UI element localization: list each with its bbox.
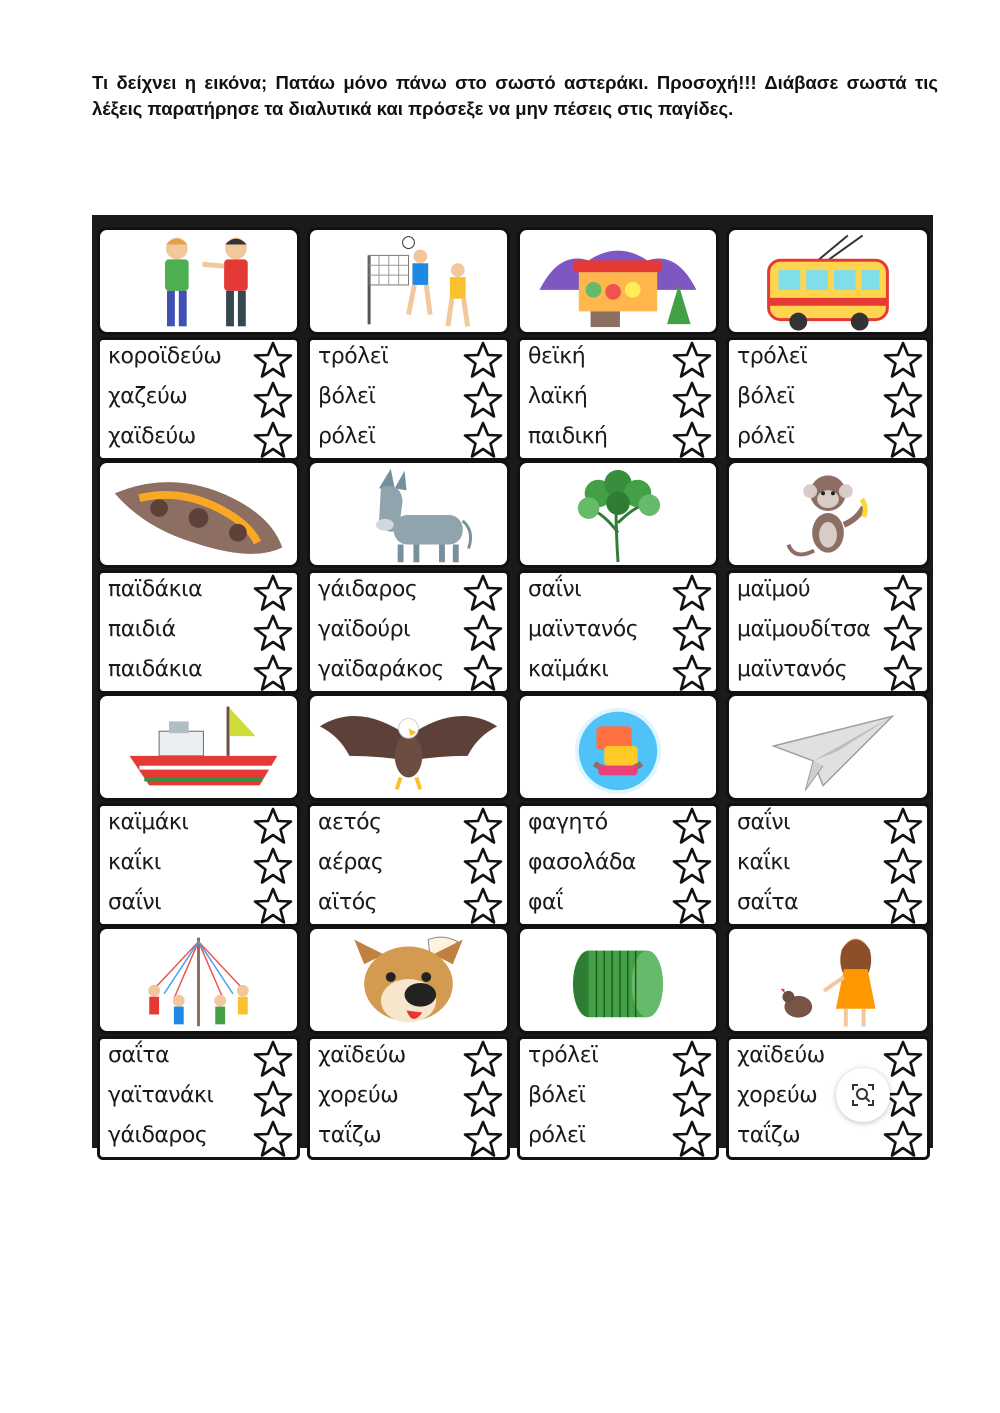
word-option <box>526 1039 712 1079</box>
star-answer-button[interactable] <box>672 846 712 886</box>
star-answer-button[interactable] <box>463 613 503 653</box>
option-word: αέρας <box>318 850 384 875</box>
option-word: παιδιά <box>108 617 176 642</box>
word-option <box>735 340 923 380</box>
option-word: τρόλεϊ <box>737 344 808 369</box>
star-answer-button[interactable] <box>253 846 293 886</box>
star-icon <box>672 886 712 926</box>
star-icon <box>883 1119 923 1159</box>
option-word: κοροϊδεύω <box>108 344 222 369</box>
star-answer-button[interactable] <box>253 573 293 613</box>
word-option <box>526 340 712 380</box>
star-answer-button[interactable] <box>883 380 923 420</box>
option-word: αϊτός <box>318 890 378 915</box>
star-icon <box>883 573 923 613</box>
star-answer-button[interactable] <box>463 1039 503 1079</box>
word-option <box>526 653 712 693</box>
eagle-icon <box>307 693 510 801</box>
star-answer-button[interactable] <box>463 653 503 693</box>
star-answer-button[interactable] <box>672 420 712 460</box>
star-icon <box>463 846 503 886</box>
option-word: καΐκι <box>108 850 161 875</box>
option-word: γαϊτανάκι <box>108 1083 214 1108</box>
star-icon <box>672 573 712 613</box>
star-icon <box>253 846 293 886</box>
star-icon <box>253 1079 293 1119</box>
star-icon <box>883 806 923 846</box>
star-answer-button[interactable] <box>883 653 923 693</box>
picture-card <box>97 693 300 927</box>
star-answer-button[interactable] <box>883 573 923 613</box>
word-option <box>106 1079 293 1119</box>
star-icon <box>253 613 293 653</box>
star-answer-button[interactable] <box>253 1039 293 1079</box>
star-icon <box>883 340 923 380</box>
option-word: θεϊκή <box>528 344 586 369</box>
picture-card <box>726 227 930 461</box>
star-answer-button[interactable] <box>463 573 503 613</box>
two-boys-icon <box>97 227 300 335</box>
star-answer-button[interactable] <box>883 846 923 886</box>
star-answer-button[interactable] <box>672 1079 712 1119</box>
option-word: γαϊδαράκος <box>318 657 444 682</box>
star-answer-button[interactable] <box>253 1079 293 1119</box>
star-answer-button[interactable] <box>883 806 923 846</box>
word-option <box>106 613 293 653</box>
star-answer-button[interactable] <box>253 1119 293 1159</box>
option-word: τρόλεϊ <box>318 344 389 369</box>
picture-card <box>517 460 719 694</box>
monkey-icon <box>726 460 930 568</box>
star-icon <box>883 846 923 886</box>
picture-card <box>517 926 719 1160</box>
word-option <box>106 573 293 613</box>
option-word: βόλεϊ <box>318 384 376 409</box>
option-word: καΐκι <box>737 850 790 875</box>
option-word: σαΐτα <box>737 890 799 915</box>
word-options <box>97 1036 300 1160</box>
picture-card <box>97 926 300 1160</box>
word-option <box>316 613 503 653</box>
option-word: φαγητό <box>528 810 608 835</box>
star-icon <box>672 380 712 420</box>
word-option <box>316 340 503 380</box>
option-word: χορεύω <box>737 1083 818 1108</box>
star-answer-button[interactable] <box>253 806 293 846</box>
picture-card <box>307 693 510 927</box>
picture-card <box>726 460 930 694</box>
worksheet-grid <box>92 215 933 1148</box>
star-icon <box>253 340 293 380</box>
star-answer-button[interactable] <box>672 340 712 380</box>
option-word: καϊμάκι <box>108 810 189 835</box>
picture-card <box>97 460 300 694</box>
star-icon <box>463 653 503 693</box>
word-option <box>735 573 923 613</box>
word-option <box>316 1119 503 1159</box>
word-option <box>526 573 712 613</box>
word-option <box>106 1119 293 1159</box>
picture-card <box>517 693 719 927</box>
star-answer-button[interactable] <box>253 420 293 460</box>
option-word: τρόλεϊ <box>528 1043 599 1068</box>
option-word: παϊδάκια <box>108 577 203 602</box>
market-stall-icon <box>517 227 719 335</box>
word-option <box>735 1119 923 1159</box>
word-option <box>316 846 503 886</box>
star-answer-button[interactable] <box>463 420 503 460</box>
word-options <box>517 803 719 927</box>
star-answer-button[interactable] <box>253 613 293 653</box>
food-plate-icon <box>517 693 719 801</box>
option-word: χαϊδεύω <box>108 424 196 449</box>
star-answer-button[interactable] <box>253 340 293 380</box>
star-icon <box>672 420 712 460</box>
star-icon <box>672 340 712 380</box>
star-icon <box>463 340 503 380</box>
star-icon <box>253 806 293 846</box>
option-word: γάιδαρος <box>108 1123 208 1148</box>
star-answer-button[interactable] <box>672 613 712 653</box>
star-icon <box>672 1039 712 1079</box>
option-word: σαΐνι <box>737 810 791 835</box>
star-icon <box>883 380 923 420</box>
star-icon <box>672 653 712 693</box>
star-answer-button[interactable] <box>463 380 503 420</box>
star-answer-button[interactable] <box>883 1119 923 1159</box>
star-answer-button[interactable] <box>463 340 503 380</box>
option-word: παιδάκια <box>108 657 203 682</box>
picture-card <box>307 926 510 1160</box>
star-answer-button[interactable] <box>672 573 712 613</box>
option-word: ρόλεϊ <box>737 424 795 449</box>
star-icon <box>463 613 503 653</box>
star-icon <box>883 1039 923 1079</box>
star-icon <box>253 573 293 613</box>
star-icon <box>463 1119 503 1159</box>
option-word: σαΐνι <box>528 577 582 602</box>
star-answer-button[interactable] <box>883 340 923 380</box>
star-icon <box>463 573 503 613</box>
donkey-icon <box>307 460 510 568</box>
word-option <box>526 846 712 886</box>
star-answer-button[interactable] <box>672 653 712 693</box>
star-answer-button[interactable] <box>463 1079 503 1119</box>
star-icon <box>463 420 503 460</box>
star-icon <box>672 1119 712 1159</box>
option-word: φαΐ <box>528 890 563 915</box>
option-word: γάιδαρος <box>318 577 418 602</box>
star-icon <box>672 1079 712 1119</box>
option-word: βόλεϊ <box>737 384 795 409</box>
word-options <box>517 570 719 694</box>
word-option <box>106 886 293 926</box>
star-icon <box>253 1119 293 1159</box>
word-option <box>735 613 923 653</box>
star-icon <box>672 806 712 846</box>
boat-icon <box>97 693 300 801</box>
word-options <box>726 570 930 694</box>
option-word: βόλεϊ <box>528 1083 586 1108</box>
word-option <box>735 806 923 846</box>
picture-card <box>517 227 719 461</box>
maypole-dance-icon <box>97 926 300 1034</box>
word-options <box>307 803 510 927</box>
option-word: χαϊδεύω <box>737 1043 825 1068</box>
word-option <box>735 846 923 886</box>
option-word: ταΐζω <box>737 1123 801 1148</box>
word-option <box>735 380 923 420</box>
word-options <box>517 337 719 461</box>
word-option <box>316 886 503 926</box>
star-icon <box>463 806 503 846</box>
star-icon <box>883 613 923 653</box>
option-word: λαϊκή <box>528 384 588 409</box>
girl-feeding-hen-icon <box>726 926 930 1034</box>
option-word: παιδική <box>528 424 608 449</box>
petted-dog-icon <box>307 926 510 1034</box>
star-icon <box>883 653 923 693</box>
word-options <box>97 570 300 694</box>
star-answer-button[interactable] <box>672 806 712 846</box>
option-word: γαϊδούρι <box>318 617 411 642</box>
option-word: μαϊντανός <box>528 617 639 642</box>
magnifier-icon <box>849 1081 877 1109</box>
star-icon <box>463 1039 503 1079</box>
word-option <box>106 846 293 886</box>
option-word: χαϊδεύω <box>318 1043 406 1068</box>
star-answer-button[interactable] <box>672 380 712 420</box>
word-options <box>307 1036 510 1160</box>
option-word: ταΐζω <box>318 1123 382 1148</box>
word-option <box>106 420 293 460</box>
word-option <box>106 340 293 380</box>
trolleybus-icon <box>726 227 930 335</box>
star-answer-button[interactable] <box>883 886 923 926</box>
star-answer-button[interactable] <box>883 613 923 653</box>
option-word: χαζεύω <box>108 384 188 409</box>
word-option <box>106 653 293 693</box>
picture-card <box>307 227 510 461</box>
star-answer-button[interactable] <box>883 1039 923 1079</box>
star-icon <box>463 1079 503 1119</box>
star-icon <box>253 420 293 460</box>
word-option <box>735 420 923 460</box>
word-option <box>526 420 712 460</box>
star-answer-button[interactable] <box>883 420 923 460</box>
star-answer-button[interactable] <box>672 886 712 926</box>
option-word: μαϊμουδίτσα <box>737 617 871 642</box>
word-options <box>307 337 510 461</box>
option-word: σαΐτα <box>108 1043 170 1068</box>
star-answer-button[interactable] <box>672 1039 712 1079</box>
parsley-icon <box>517 460 719 568</box>
word-option <box>526 613 712 653</box>
option-word: σαΐνι <box>108 890 162 915</box>
word-option <box>735 1039 923 1079</box>
word-option <box>526 806 712 846</box>
word-option <box>316 806 503 846</box>
word-option <box>526 1079 712 1119</box>
word-options <box>726 803 930 927</box>
option-word: ρόλεϊ <box>528 1123 586 1148</box>
word-option <box>526 886 712 926</box>
word-options <box>307 570 510 694</box>
star-icon <box>253 1039 293 1079</box>
star-answer-button[interactable] <box>463 806 503 846</box>
star-answer-button[interactable] <box>672 1119 712 1159</box>
star-answer-button[interactable] <box>253 653 293 693</box>
word-option <box>106 806 293 846</box>
word-options <box>97 337 300 461</box>
word-options <box>726 1036 930 1160</box>
volleyball-players-icon <box>307 227 510 335</box>
pastry-icon <box>97 460 300 568</box>
word-options <box>97 803 300 927</box>
option-word: αετός <box>318 810 382 835</box>
word-option <box>316 420 503 460</box>
word-option <box>316 573 503 613</box>
option-word: καϊμάκι <box>528 657 609 682</box>
star-icon <box>253 653 293 693</box>
picture-card <box>726 926 930 1160</box>
word-option <box>316 380 503 420</box>
word-option <box>526 380 712 420</box>
star-icon <box>883 886 923 926</box>
star-icon <box>463 380 503 420</box>
word-option <box>735 886 923 926</box>
star-icon <box>253 380 293 420</box>
option-word: μαϊμού <box>737 577 811 602</box>
option-word: ρόλεϊ <box>318 424 376 449</box>
word-option <box>735 1079 923 1119</box>
picture-card <box>97 227 300 461</box>
word-options <box>726 337 930 461</box>
star-icon <box>883 420 923 460</box>
star-answer-button[interactable] <box>463 846 503 886</box>
star-icon <box>672 846 712 886</box>
star-answer-button[interactable] <box>463 886 503 926</box>
word-option <box>316 653 503 693</box>
zoom-lens-button[interactable] <box>836 1068 890 1122</box>
hair-roller-icon <box>517 926 719 1034</box>
option-word: φασολάδα <box>528 850 636 875</box>
word-option <box>106 380 293 420</box>
star-icon <box>463 886 503 926</box>
word-option <box>316 1079 503 1119</box>
star-answer-button[interactable] <box>463 1119 503 1159</box>
star-answer-button[interactable] <box>253 380 293 420</box>
picture-card <box>307 460 510 694</box>
word-options <box>517 1036 719 1160</box>
picture-card <box>726 693 930 927</box>
star-answer-button[interactable] <box>253 886 293 926</box>
word-option <box>316 1039 503 1079</box>
option-word: χορεύω <box>318 1083 399 1108</box>
star-icon <box>253 886 293 926</box>
word-option <box>735 653 923 693</box>
option-word: μαϊντανός <box>737 657 848 682</box>
word-option <box>106 1039 293 1079</box>
word-option <box>526 1119 712 1159</box>
instructions-text: Τι δείχνει η εικόνα; Πατάω μόνο πάνω στο σωστό αστεράκι. Προσοχή!!! Διάβασε σωστά τις λέξεις παρατήρησε τα διαλυτικά και πρόσεξε να μην πέσεις στις παγίδες. <box>92 72 938 119</box>
star-icon <box>672 613 712 653</box>
paper-plane-icon <box>726 693 930 801</box>
